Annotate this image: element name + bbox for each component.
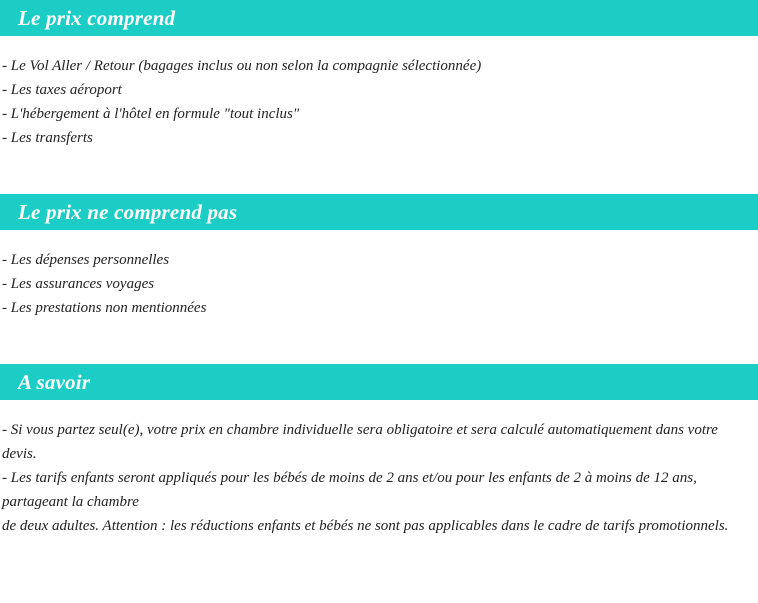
spacer-after-header-3 bbox=[0, 400, 758, 418]
list-item: - Les transferts bbox=[2, 130, 93, 146]
section-body-price-includes bbox=[0, 54, 758, 150]
list-item: de deux adultes. Attention : les réductions enfants et bébés ne sont pas applicables dans le cadre de tarifs promotionnels. bbox=[2, 518, 729, 534]
list-item: - Les taxes aéroport bbox=[2, 82, 122, 98]
section-body-price-excludes bbox=[0, 248, 758, 320]
section-gap bbox=[0, 320, 758, 364]
list-item: - Si vous partez seul(e), votre prix en chambre individuelle sera obligatoire et sera calculé automatiquement dans votre devis. bbox=[2, 422, 722, 462]
spacer-after-header-2 bbox=[0, 230, 758, 248]
list-item: - Le Vol Aller / Retour (bagages inclus ou non selon la compagnie sélectionnée) bbox=[2, 58, 482, 74]
list-item: - Les tarifs enfants seront appliqués pour les bébés de moins de 2 ans et/ou pour les enfants de 2 à moins de 12 ans, partageant la chambre bbox=[2, 470, 701, 510]
section-price-includes bbox=[0, 0, 758, 150]
section-title-price-excludes: Le prix ne comprend pas bbox=[0, 194, 758, 230]
list-item: - Les prestations non mentionnées bbox=[2, 300, 207, 316]
section-body-good-to-know bbox=[0, 418, 758, 538]
list-item: - Les assurances voyages bbox=[2, 276, 155, 292]
list-item: - L'hébergement à l'hôtel en formule "tout inclus" bbox=[2, 106, 300, 122]
section-title-good-to-know: A savoir bbox=[0, 364, 758, 400]
section-gap bbox=[0, 150, 758, 194]
section-title-price-includes: Le prix comprend bbox=[0, 0, 758, 36]
spacer-after-header-1 bbox=[0, 36, 758, 54]
list-item: - Les dépenses personnelles bbox=[2, 252, 170, 268]
section-good-to-know bbox=[0, 364, 758, 538]
section-price-excludes bbox=[0, 194, 758, 320]
